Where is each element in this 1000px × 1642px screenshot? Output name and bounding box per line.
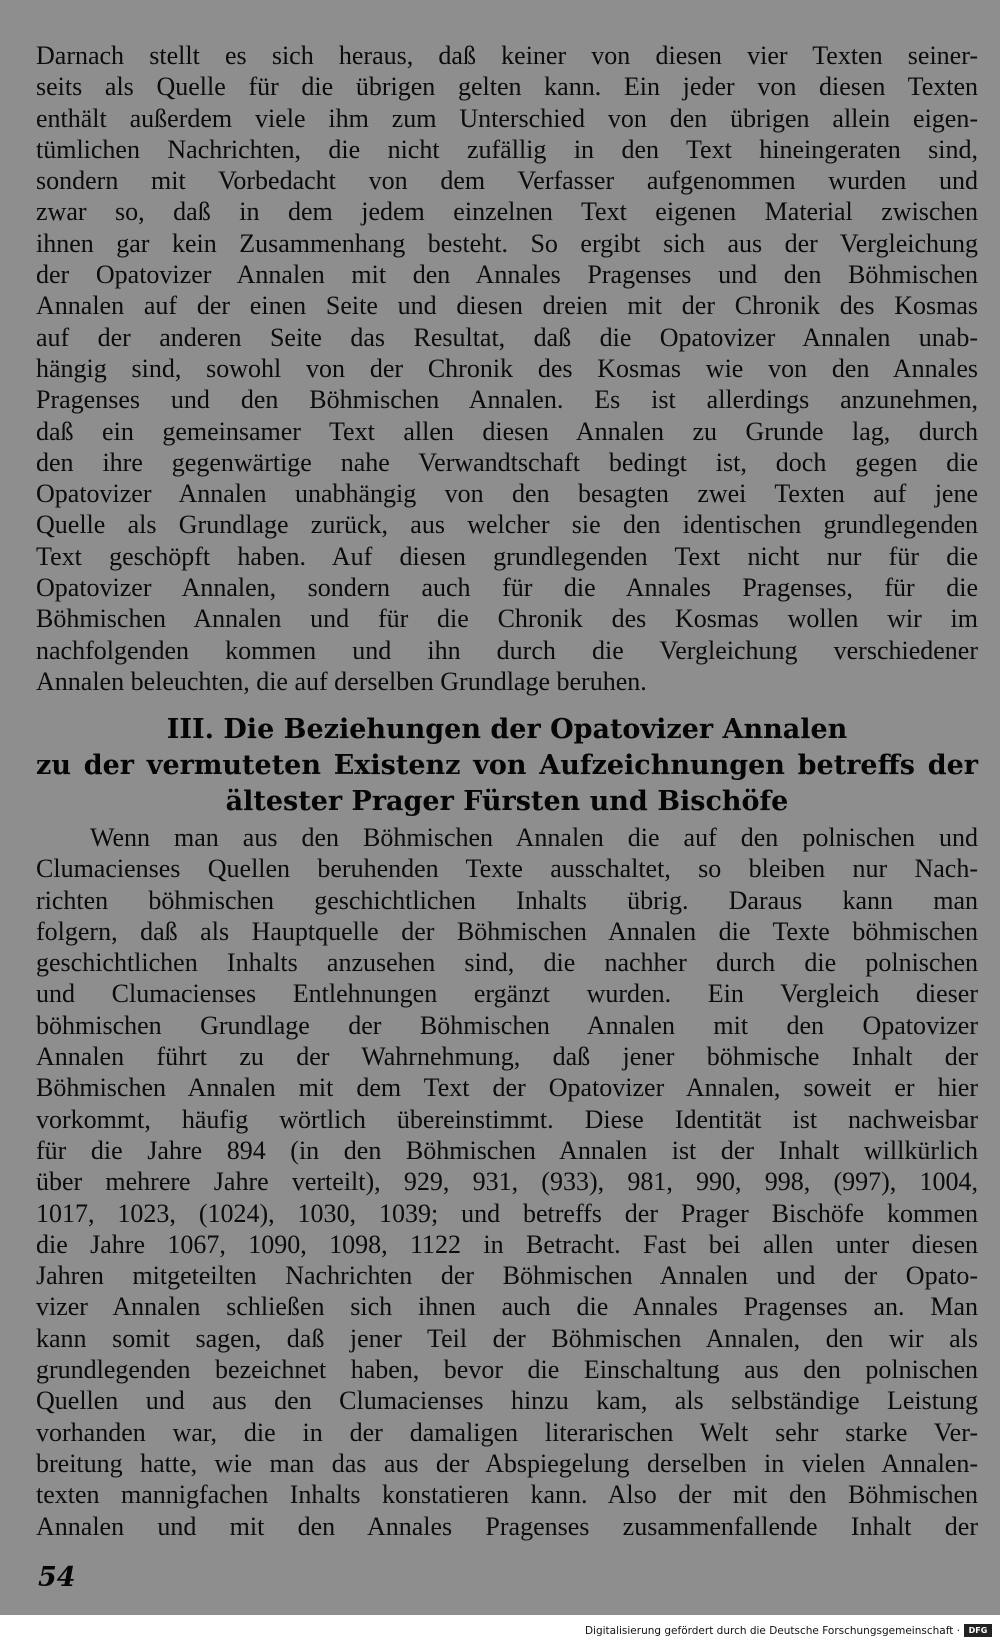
text-line: der Opatovizer Annalen mit den Annales Pragenses und den Böhmischen <box>36 260 978 290</box>
text-line: kann somit sagen, daß jener Teil der Böhmischen Annalen, den wir als <box>36 1323 978 1353</box>
text-line: Opatovizer Annalen unabhängig von den besagten zwei Texten auf jene <box>36 479 978 509</box>
text-line: nachfolgenden kommen und ihn durch die Vergleichung verschiedener <box>36 635 978 665</box>
text-line: zwar so, daß in dem jedem einzelnen Text eigenen Material zwischen <box>36 197 978 227</box>
text-line: Böhmischen Annalen mit dem Text der Opatovizer Annalen, soweit er hier <box>36 1073 978 1103</box>
dfg-logo-icon: DFG <box>964 1624 992 1637</box>
footer-credit-text: Digitalisierung gefördert durch die Deutsche Forschungsgemeinschaft · <box>584 1624 960 1637</box>
text-line: vizer Annalen schließen sich ihnen auch die Annales Pragenses an. Man <box>36 1292 978 1322</box>
text-line: für die Jahre 894 (in den Böhmischen Annalen ist der Inhalt willkürlich <box>36 1135 978 1165</box>
text-line: enthält außerdem viele ihm zum Unterschied von den übrigen allein eigen- <box>36 103 978 133</box>
text-line: tümlichen Nachrichten, die nicht zufällig in den Text hineingeraten sind, <box>36 134 978 164</box>
text-line: richten böhmischen geschichtlichen Inhalts übrig. Daraus kann man <box>36 885 978 915</box>
text-line: Opatovizer Annalen, sondern auch für die Annales Pragenses, für die <box>36 573 978 603</box>
text-line: 1017, 1023, (1024), 1030, 1039; und betreffs der Prager Bischöfe kommen <box>36 1198 978 1228</box>
text-line: breitung hatte, wie man das aus der Abspiegelung derselben in vielen Annalen- <box>36 1448 978 1478</box>
text-line: ihnen gar kein Zusammenhang besteht. So ergibt sich aus der Vergleichung <box>36 228 978 258</box>
text-line: Pragenses und den Böhmischen Annalen. Es ist allerdings anzunehmen, <box>36 385 978 415</box>
digitization-footer <box>585 1624 992 1637</box>
text-line: Wenn man aus den Böhmischen Annalen die auf den polnischen und <box>90 823 978 852</box>
text-line: Annalen und mit den Annales Pragenses zusammenfallende Inhalt der <box>36 1511 978 1541</box>
text-line: geschichtlichen Inhalts anzusehen sind, die nachher durch die polnischen <box>36 948 978 978</box>
text-line: über mehrere Jahre verteilt), 929, 931, (933), 981, 990, 998, (997), 1004, <box>36 1167 978 1197</box>
text-line: sondern mit Vorbedacht von dem Verfasser aufgenommen wurden und <box>36 166 978 196</box>
paragraph-1 <box>36 40 978 697</box>
text-line: Annalen auf der einen Seite und diesen dreien mit der Chronik des Kosmas <box>36 291 978 321</box>
page-number: 54 <box>38 1562 76 1593</box>
text-line: die Jahre 1067, 1090, 1098, 1122 in Betracht. Fast bei allen unter diesen <box>36 1229 978 1259</box>
text-line: Darnach stellt es sich heraus, daß keiner von diesen vier Texten seiner- <box>36 41 978 70</box>
heading-line: ältester Prager Fürsten und Bischöfe <box>225 786 789 817</box>
text-line: Clumacienses Quellen beruhenden Texte ausschaltet, so bleiben nur Nach- <box>36 854 978 884</box>
text-line: Text geschöpft haben. Auf diesen grundlegenden Text nicht nur für die <box>36 541 978 571</box>
text-line: texten mannigfachen Inhalts konstatieren kann. Also der mit den Böhmischen <box>36 1480 978 1510</box>
heading-line: zu der vermuteten Existenz von Aufzeichnungen betreffs der <box>36 750 978 781</box>
text-line: daß ein gemeinsamer Text allen diesen Annalen zu Grunde lag, durch <box>36 416 978 446</box>
section-heading <box>36 712 978 820</box>
text-line: hängig sind, sowohl von der Chronik des Kosmas wie von den Annales <box>36 353 978 383</box>
text-line: Quellen und aus den Clumacienses hinzu kam, als selbständige Leistung <box>36 1386 978 1416</box>
text-line: vorhanden war, die in der damaligen literarischen Welt sehr starke Ver- <box>36 1417 978 1447</box>
text-line: grundlegenden bezeichnet haben, bevor die Einschaltung aus den polnischen <box>36 1355 978 1385</box>
text-line: den ihre gegenwärtige nahe Verwandtschaft bedingt ist, doch gegen die <box>36 447 978 477</box>
text-line: Jahren mitgeteilten Nachrichten der Böhmischen Annalen und der Opato- <box>36 1261 978 1291</box>
paragraph-2 <box>36 822 978 1542</box>
text-line: böhmischen Grundlage der Böhmischen Annalen mit den Opatovizer <box>36 1010 978 1040</box>
text-line: vorkommt, häufig wörtlich übereinstimmt. Diese Identität ist nachweisbar <box>36 1104 978 1134</box>
text-line: seits als Quelle für die übrigen gelten kann. Ein jeder von diesen Texten <box>36 72 978 102</box>
text-line: Annalen beleuchten, die auf derselben Grundlage beruhen. <box>36 666 647 696</box>
heading-line: III. Die Beziehungen der Opatovizer Annalen <box>166 714 848 745</box>
text-line: auf der anderen Seite das Resultat, daß die Opatovizer Annalen unab- <box>36 322 978 352</box>
text-line: und Clumacienses Entlehnungen ergänzt wurden. Ein Vergleich dieser <box>36 979 978 1009</box>
text-line: folgern, daß als Hauptquelle der Böhmischen Annalen die Texte böhmischen <box>36 916 978 946</box>
text-line: Quelle als Grundlage zurück, aus welcher sie den identischen grundlegenden <box>36 510 978 540</box>
text-line: Böhmischen Annalen und für die Chronik des Kosmas wollen wir im <box>36 604 978 634</box>
text-line: Annalen führt zu der Wahrnehmung, daß jener böhmische Inhalt der <box>36 1042 978 1072</box>
